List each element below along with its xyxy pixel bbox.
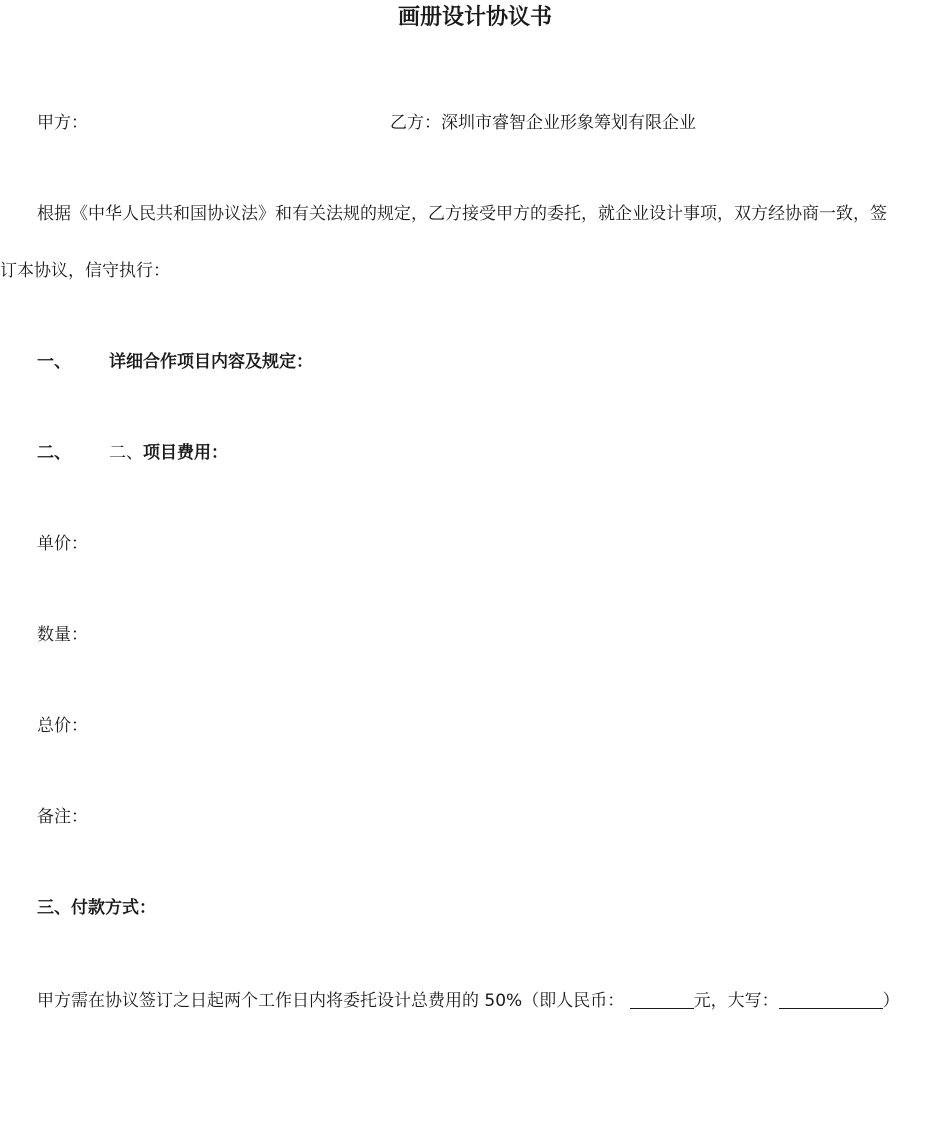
section-2-title-text: 项目费用： xyxy=(143,443,228,463)
page-title: 画册设计协议书 xyxy=(397,5,552,30)
payment-text-end: ） xyxy=(882,991,900,1011)
section-2-number: 二、 xyxy=(37,443,71,463)
section-1-title: 详细合作项目内容及规定： xyxy=(109,352,313,372)
party-a-label: 甲方： xyxy=(37,113,88,133)
rmb-amount-blank xyxy=(630,991,694,1009)
section-2-title-prefix: 二、 xyxy=(109,443,143,463)
intro-paragraph-line-1: 根据《中华人民共和国协议法》和有关法规的规定，乙方接受甲方的委托，就企业设计事项，双方经协商一致，签 xyxy=(37,204,887,224)
payment-terms-line xyxy=(37,991,900,1010)
amount-in-words-blank xyxy=(779,991,883,1009)
intro-paragraph-line-2: 订本协议，信守执行： xyxy=(0,261,170,281)
remark-label: 备注： xyxy=(37,807,88,827)
unit-price-label: 单价： xyxy=(37,534,88,554)
payment-text-middle: 元，大写： xyxy=(693,991,779,1011)
section-1-number: 一、 xyxy=(37,352,71,372)
section-2-title xyxy=(109,445,228,462)
quantity-label: 数量： xyxy=(37,625,88,645)
payment-text-start: 甲方需在协议签订之日起两个工作日内将委托设计总费用的 50%（即人民币： xyxy=(37,991,625,1011)
total-price-label: 总价： xyxy=(37,716,88,736)
section-3-title: 三、付款方式： xyxy=(37,898,156,918)
party-b-label: 乙方：深圳市睿智企业形象筹划有限企业 xyxy=(390,113,696,133)
